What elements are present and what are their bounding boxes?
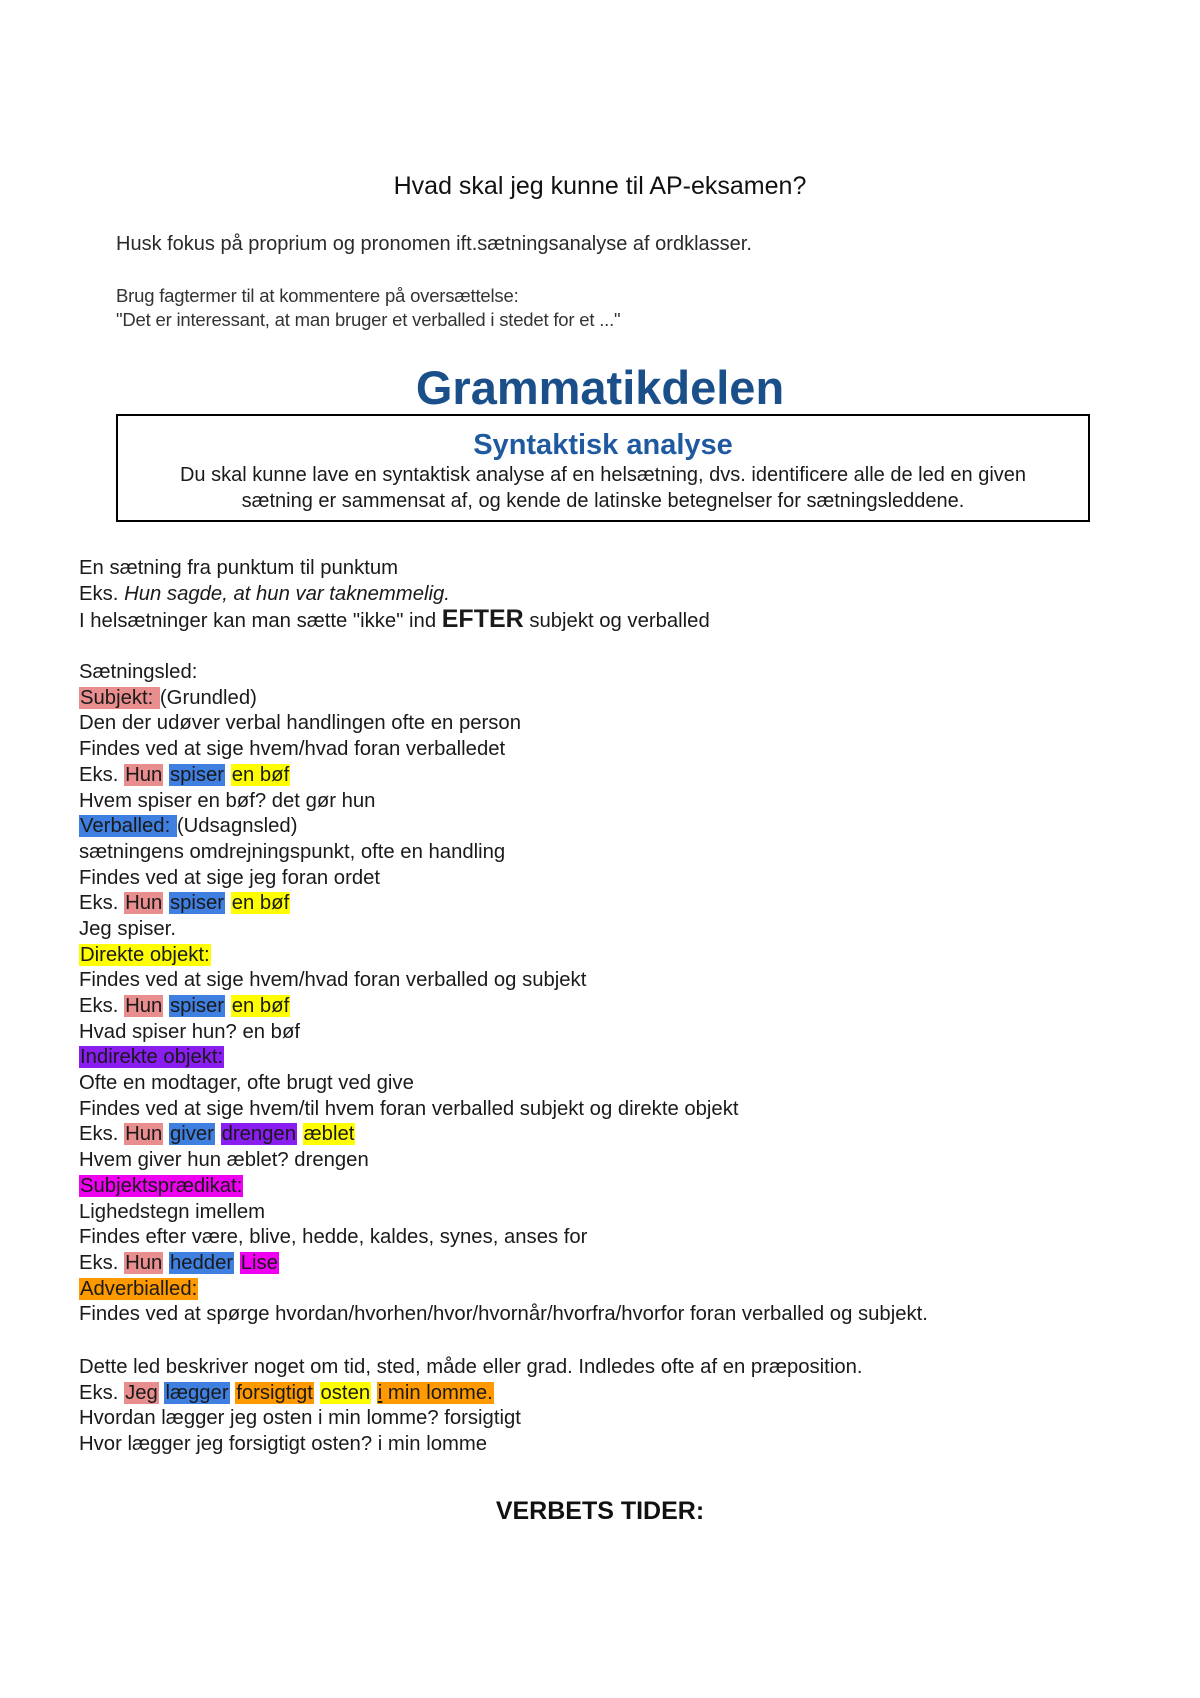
- example-verballed: spiser: [169, 763, 225, 786]
- indirekte-desc-1: Ofte en modtager, ofte brugt ved give: [79, 1072, 414, 1095]
- eks-label: Eks.: [79, 892, 119, 915]
- direkte-example: [79, 994, 928, 1020]
- intro-line-1: En sætning fra punktum til punktum: [79, 557, 399, 579]
- adverbial-heading: [79, 1277, 928, 1303]
- example-subjekt: Hun: [125, 892, 163, 915]
- eks-label: Eks.: [79, 1123, 119, 1146]
- intro-line-3: [79, 607, 928, 633]
- subjekt-label: Subjekt:: [80, 686, 159, 709]
- indirekte-label: Indirekte objekt:: [80, 1046, 224, 1069]
- indirekte-question: Hvem giver hun æblet? drengen: [79, 1149, 369, 1172]
- example-adverbial-rest: min lomme.: [382, 1381, 493, 1404]
- praedikat-desc-1: Lighedstegn imellem: [79, 1200, 266, 1223]
- subjekt-paren: (Grundled): [159, 686, 257, 709]
- verballed-paren: (Udsagnsled): [176, 815, 298, 838]
- terminology-quote: "Det er interessant, at man bruger et verballed i stedet for et ...": [116, 309, 621, 330]
- intro-example: Hun sagde, at hun var taknemmelig.: [124, 582, 450, 605]
- adverbial-question-1: Hvordan lægger jeg osten i min lomme? forsigtigt: [79, 1407, 521, 1430]
- eks-label: Eks.: [79, 582, 125, 605]
- example-subjekt: Hun: [125, 995, 163, 1017]
- example-direkte-objekt: en bøf: [231, 995, 290, 1017]
- adverbial-desc-1: Findes ved at spørge hvordan/hvorhen/hvor/hvornår/hvorfra/hvorfor foran verballed og subjekt.: [79, 1303, 928, 1326]
- example-verballed: giver: [169, 1123, 214, 1146]
- example-subjekt: Jeg: [125, 1381, 158, 1404]
- subjekt-question: Hvem spiser en bøf? det gør hun: [79, 789, 376, 812]
- praedikat-heading: [79, 1174, 928, 1200]
- eks-label: Eks.: [79, 995, 119, 1017]
- syntax-box: [116, 414, 1090, 522]
- eks-label: Eks.: [79, 1251, 119, 1274]
- verbets-tider-heading: VERBETS TIDER:: [495, 1497, 705, 1525]
- example-subjekt: Hun: [125, 763, 163, 786]
- adverbial-desc-2: Dette led beskriver noget om tid, sted, måde eller grad. Indledes ofte af en præposition.: [79, 1355, 863, 1378]
- intro-line-3-a: I helsætninger kan man sætte "ikke" ind: [79, 610, 442, 633]
- syntax-box-title: Syntaktisk analyse: [473, 429, 733, 461]
- indirekte-desc-2: Findes ved at sige hvem/til hvem foran verballed subjekt og direkte objekt: [79, 1097, 739, 1120]
- focus-tip: Husk fokus på proprium og pronomen ift.sætningsanalyse af ordklasser.: [116, 233, 752, 255]
- verballed-example: [79, 891, 928, 917]
- eks-label: Eks.: [79, 763, 119, 786]
- adverbial-label: Adverbialled:: [80, 1277, 198, 1300]
- verballed-label: Verballed:: [80, 815, 176, 838]
- direkte-question: Hvad spiser hun? en bøf: [79, 1020, 300, 1043]
- praedikat-desc-2: Findes efter være, blive, hedde, kaldes, synes, anses for: [79, 1226, 588, 1249]
- verballed-desc-1: sætningens omdrejningspunkt, ofte en handling: [79, 840, 506, 863]
- verballed-heading: [79, 814, 928, 840]
- syntax-box-text-2: sætning er sammensat af, og kende de latinske betegnelser for sætningsleddene.: [241, 490, 965, 512]
- section-heading: Grammatikdelen: [415, 361, 785, 414]
- subjekt-desc-1: Den der udøver verbal handlingen ofte en person: [79, 712, 521, 735]
- subjekt-example: [79, 763, 928, 789]
- subjekt-desc-2: Findes ved at sige hvem/hvad foran verballedet: [79, 738, 506, 761]
- intro-line-2: [79, 582, 928, 608]
- example-direkte-objekt: en bøf: [231, 892, 290, 915]
- verballed-desc-2: Findes ved at sige jeg foran ordet: [79, 866, 381, 889]
- example-verballed: hedder: [169, 1251, 234, 1274]
- praedikat-label: Subjektsprædikat:: [80, 1174, 243, 1197]
- adverbial-question-2: Hvor lægger jeg forsigtigt osten? i min lomme: [79, 1433, 488, 1455]
- example-adverbialled: forsigtigt: [236, 1381, 313, 1404]
- verballed-question: Jeg spiser.: [79, 917, 176, 940]
- efter-emphasis: EFTER: [441, 605, 524, 634]
- syntax-box-text-1: Du skal kunne lave en syntaktisk analyse af en helsætning, dvs. identificere alle de led en given: [179, 464, 1027, 486]
- terminology-tip: Brug fagtermer til at kommentere på oversættelse:: [116, 285, 519, 306]
- indirekte-example: [79, 1122, 928, 1148]
- direkte-label: Direkte objekt:: [80, 943, 210, 966]
- example-direkte-objekt: æblet: [303, 1123, 355, 1146]
- direkte-heading: [79, 943, 928, 969]
- praedikat-example: [79, 1251, 928, 1277]
- page-title: Hvad skal jeg kunne til AP-eksamen?: [393, 172, 807, 200]
- example-direkte-objekt: osten: [320, 1381, 371, 1404]
- example-verballed: spiser: [169, 892, 225, 915]
- subjekt-heading: [79, 686, 928, 712]
- example-subjektspraedikat: Lise: [240, 1251, 278, 1274]
- example-preposition: i: [377, 1381, 383, 1404]
- indirekte-heading: [79, 1045, 928, 1071]
- intro-line-3-c: subjekt og verballed: [523, 610, 710, 633]
- example-adverbialled-2: [377, 1382, 494, 1404]
- main-content: [79, 556, 928, 1458]
- parts-heading: Sætningsled:: [79, 661, 198, 684]
- example-indirekte-objekt: drengen: [221, 1123, 296, 1146]
- example-verballed: lægger: [165, 1381, 229, 1404]
- adverbial-example: [79, 1381, 928, 1407]
- example-subjekt: Hun: [125, 1123, 163, 1146]
- eks-label: Eks.: [79, 1381, 119, 1404]
- direkte-desc-1: Findes ved at sige hvem/hvad foran verballed og subjekt: [79, 969, 587, 992]
- example-subjekt: Hun: [125, 1251, 163, 1274]
- example-direkte-objekt: en bøf: [231, 763, 290, 786]
- example-verballed: spiser: [169, 995, 225, 1017]
